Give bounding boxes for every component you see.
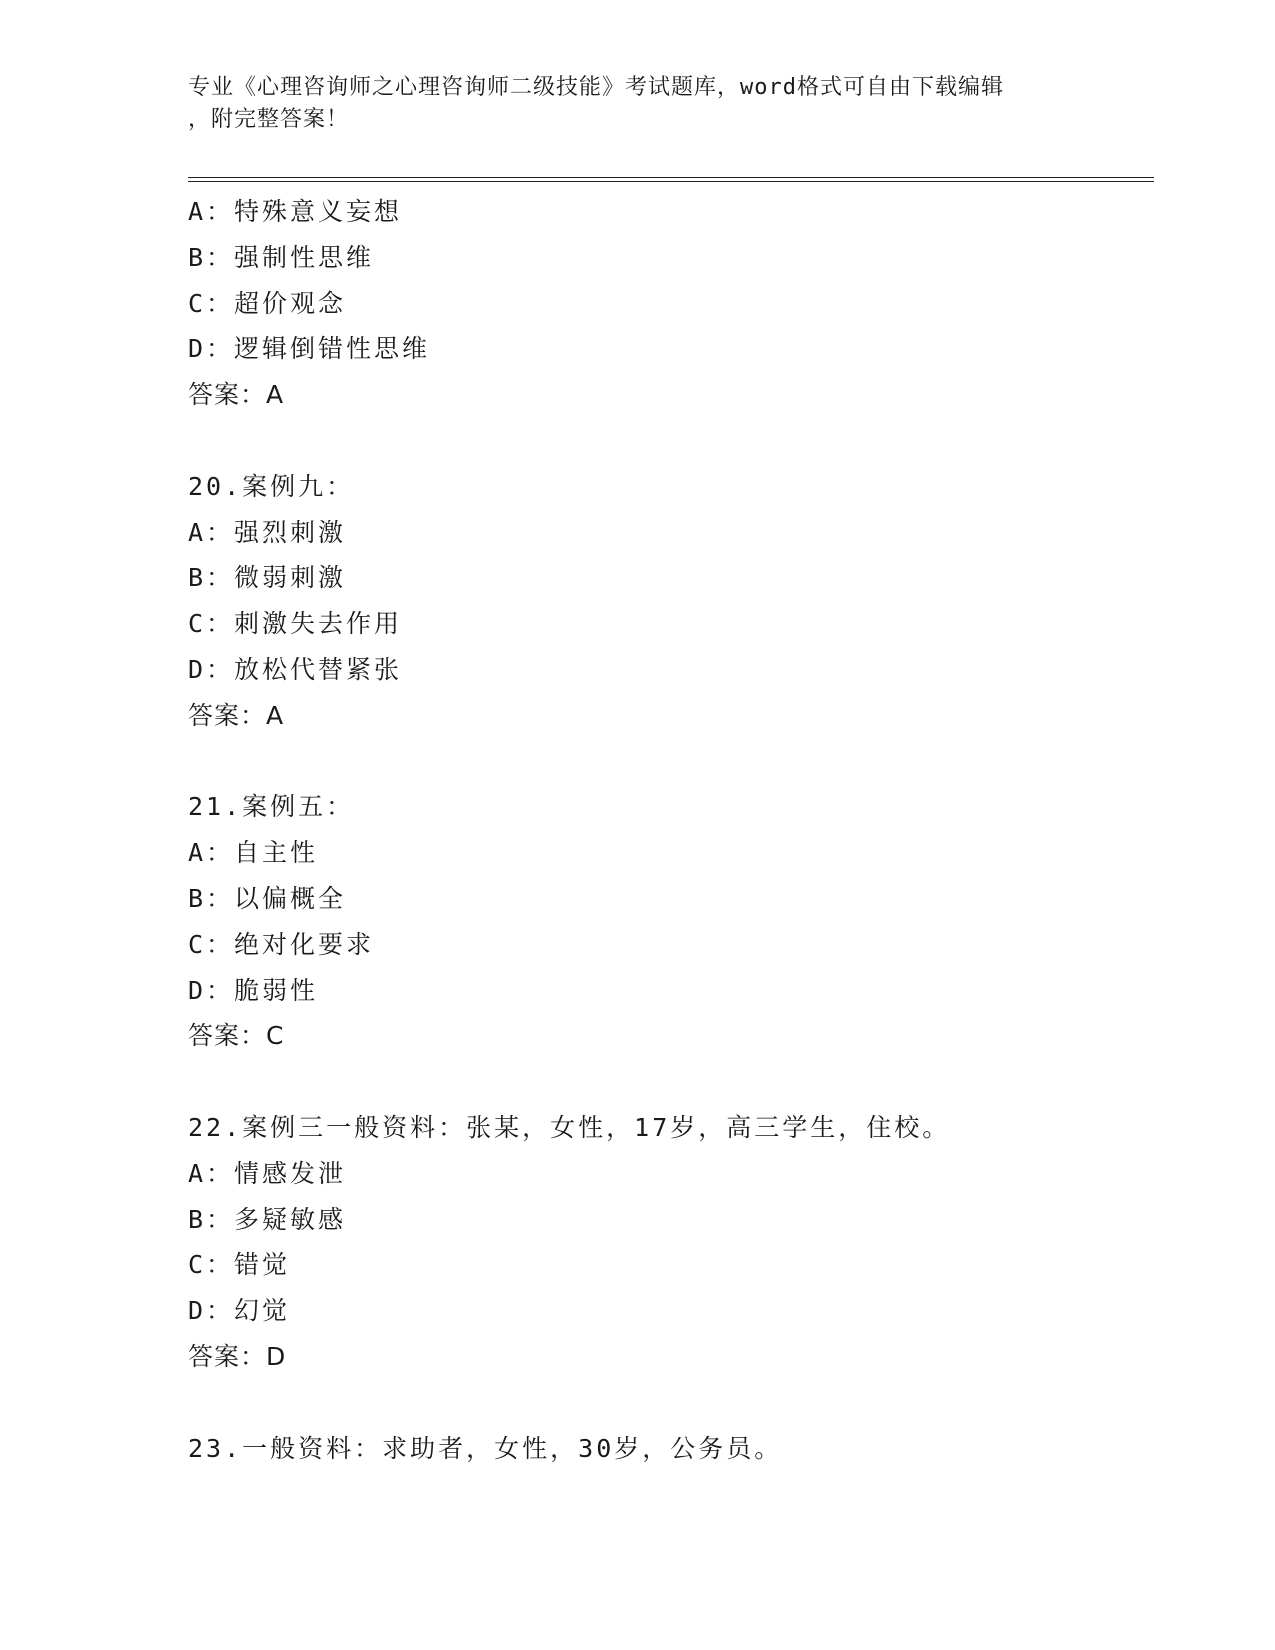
option-a: A：情感发泄	[188, 1158, 347, 1188]
question-stem: 22.案例三一般资料：张某，女性，17岁，高三学生，住校。	[188, 1112, 951, 1142]
question-stem: 23.一般资料：求助者，女性，30岁，公务员。	[188, 1433, 783, 1463]
question-stem: 20.案例九：	[188, 471, 355, 501]
answer: 答案：A	[188, 700, 285, 730]
question-21	[188, 784, 1154, 1059]
option-b: B：微弱刺激	[188, 563, 347, 593]
document-header	[188, 72, 1068, 136]
option-c: C：错觉	[188, 1250, 291, 1280]
option-b: B：多疑敏感	[188, 1204, 347, 1234]
question-19	[188, 189, 1154, 418]
option-c: C：超价观念	[188, 288, 347, 318]
question-list	[188, 189, 1154, 1471]
answer: 答案：C	[188, 1021, 285, 1051]
option-c: C：绝对化要求	[188, 929, 375, 959]
option-b: B：强制性思维	[188, 242, 375, 272]
question-22	[188, 1105, 1154, 1380]
option-a: A：特殊意义妄想	[188, 197, 403, 226]
question-stem: 21.案例五：	[188, 792, 355, 822]
option-b: B：以偏概全	[188, 883, 347, 913]
option-d: D：逻辑倒错性思维	[188, 334, 431, 364]
header-title-line-1: 专业《心理咨询师之心理咨询师二级技能》考试题库，word格式可自由下载编辑	[188, 75, 1004, 100]
option-d: D：放松代替紧张	[188, 654, 403, 684]
header-title-line-2: ，附完整答案！	[188, 107, 350, 132]
option-d: D：幻觉	[188, 1296, 291, 1326]
option-a: A：自主性	[188, 838, 319, 868]
answer: 答案：D	[188, 1341, 287, 1371]
question-20	[188, 464, 1154, 739]
option-c: C：刺激失去作用	[188, 609, 403, 639]
header-divider	[188, 177, 1154, 182]
question-23	[188, 1426, 1154, 1472]
answer: 答案：A	[188, 380, 285, 410]
option-a: A：强烈刺激	[188, 517, 347, 547]
option-d: D：脆弱性	[188, 975, 319, 1005]
